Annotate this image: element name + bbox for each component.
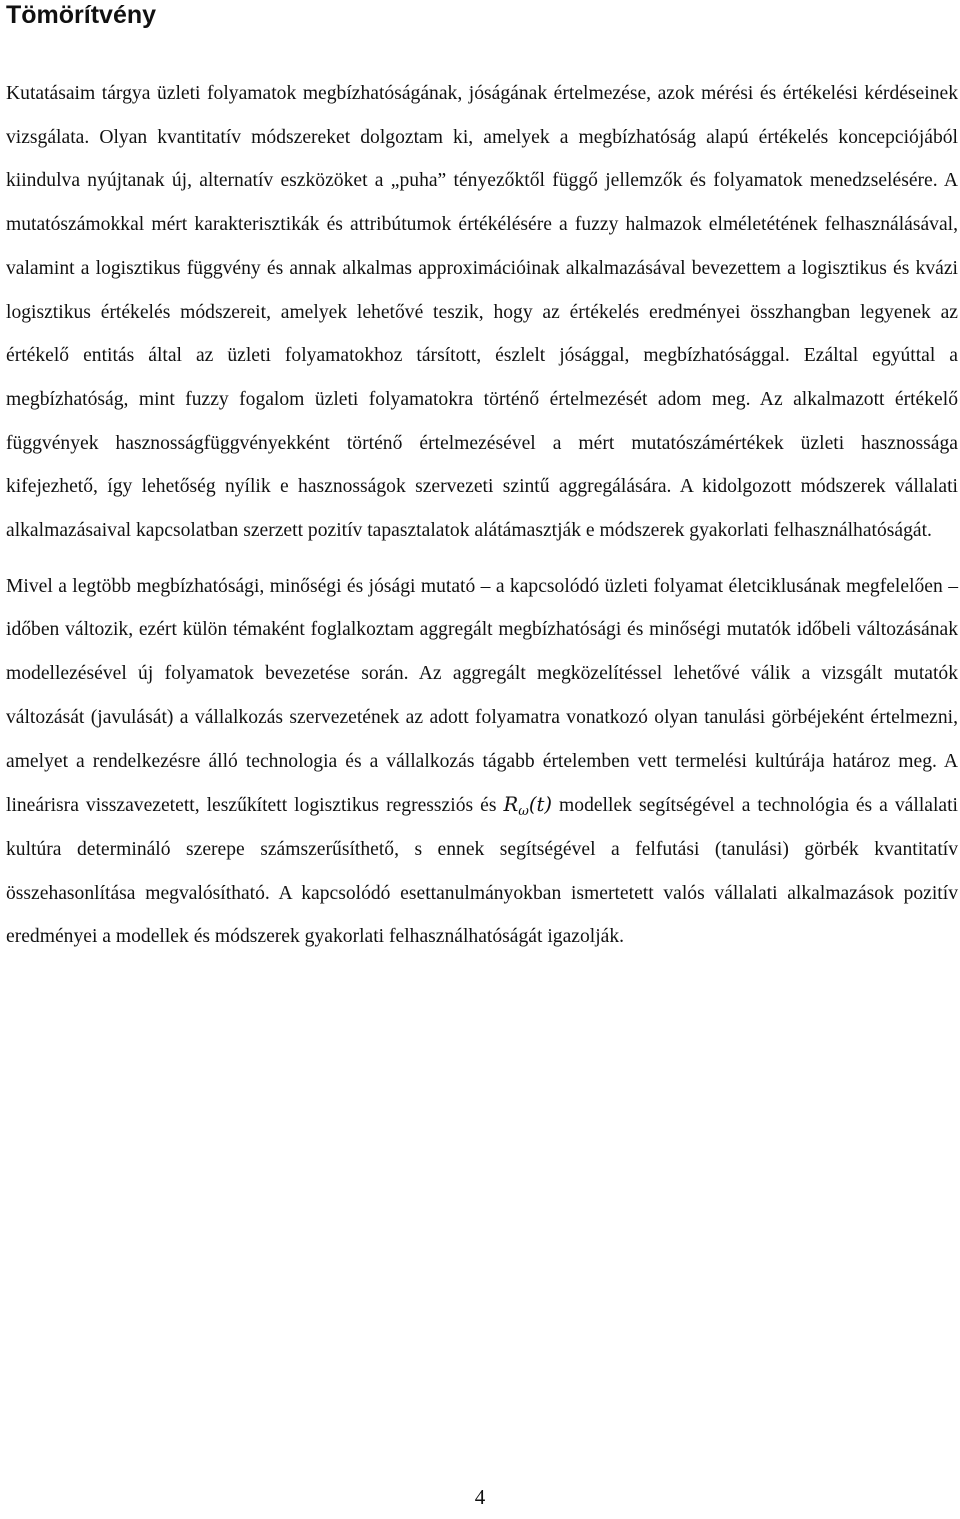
formula-r-omega-t: [503, 793, 553, 820]
formula-argument: (t): [528, 793, 553, 817]
document-page: [6, 0, 958, 959]
abstract-paragraph-2: [6, 565, 958, 959]
abstract-paragraph-1: Kutatásaim tárgya üzleti folyamatok megbízhatóságának, jóságának értelmezése, azok mérési és értékelési kérdéseinek vizsgálata. Olyan kvantitatív módszereket dolgoztam ki, amelyek a megbízhatóság alapú értékelés koncepciójából kiindulva nyújtanak új, alternatív eszközöket a „puha” tényezőktől függő jellemzők és folyamatok menedzselésére. A mutatószámokkal mért karakterisztikák és attribútumok értékélésére a fuzzy halmazok elméletétének felhasználásával, valamint a logisztikus függvény és annak alkalmas approximációinak alkalmazásával bevezettem a logisztikus és kvázi logisztikus értékelés módszereit, amelyek lehetővé teszik, hogy az értékelés eredményei összhangban legyenek az értékelő entitás által az üzleti folyamatokhoz társított, észlelt jósággal, megbízhatósággal. Ezáltal egyúttal a megbízhatóság, mint fuzzy fogalom üzleti folyamatokra történő értelmezését adom meg. Az alkalmazott értékelő függvények hasznosságfüggvényekként történő értelmezésével a mért mutatószámértékek üzleti hasznossága kifejezhető, így lehetőség nyílik e hasznosságok szervezeti szintű aggregálására. A kidolgozott módszerek vállalati alkalmazásaival kapcsolatban szerzett pozitív tapasztalatok alátámasztják e módszerek gyakorlati felhasználhatóságát.: [6, 83, 958, 542]
formula-subscript: ω: [518, 804, 529, 820]
page-number: 4: [474, 1485, 486, 1509]
paragraph-2-text-end: modellek segítségével a technológia és a vállalati kultúra determináló szerepe számszerűsíthető, s ennek segítségével a felfutási (tanulási) görbék kvantitatív összehasonlítása megvalósítható. A kapcsolódó esettanulmányokban ismertetett valós vállalati alkalmazások pozitív eredményei a modellek és módszerek gyakorlati felhasználhatóságát igazolják.: [6, 795, 958, 948]
formula-base: R: [503, 793, 519, 817]
paragraph-2-text-start: Mivel a legtöbb megbízhatósági, minőségi és jósági mutató – a kapcsolódó üzleti folyamat életciklusának megfelelően – időben változik, ezért külön témaként foglalkoztam aggregált megbízhatósági és minőségi mutatók időbeli változásának modellezésével új folyamatok bevezetése során. Az aggregált megközelítéssel lehetővé válik a vizsgált mutatók változását (javulását) a vállalkozás szervezetének az adott folyamatra vonatkozó olyan tanulási görbéjeként értelmezni, amelyet a rendelkezésre álló technologia és a vállalkozás tágabb értelemben vett termelési kultúrája határoz meg. A lineárisra visszavezetett, leszűkített logisztikus regressziós és: [6, 575, 958, 817]
page-title: Tömörítvény: [6, 1, 157, 29]
